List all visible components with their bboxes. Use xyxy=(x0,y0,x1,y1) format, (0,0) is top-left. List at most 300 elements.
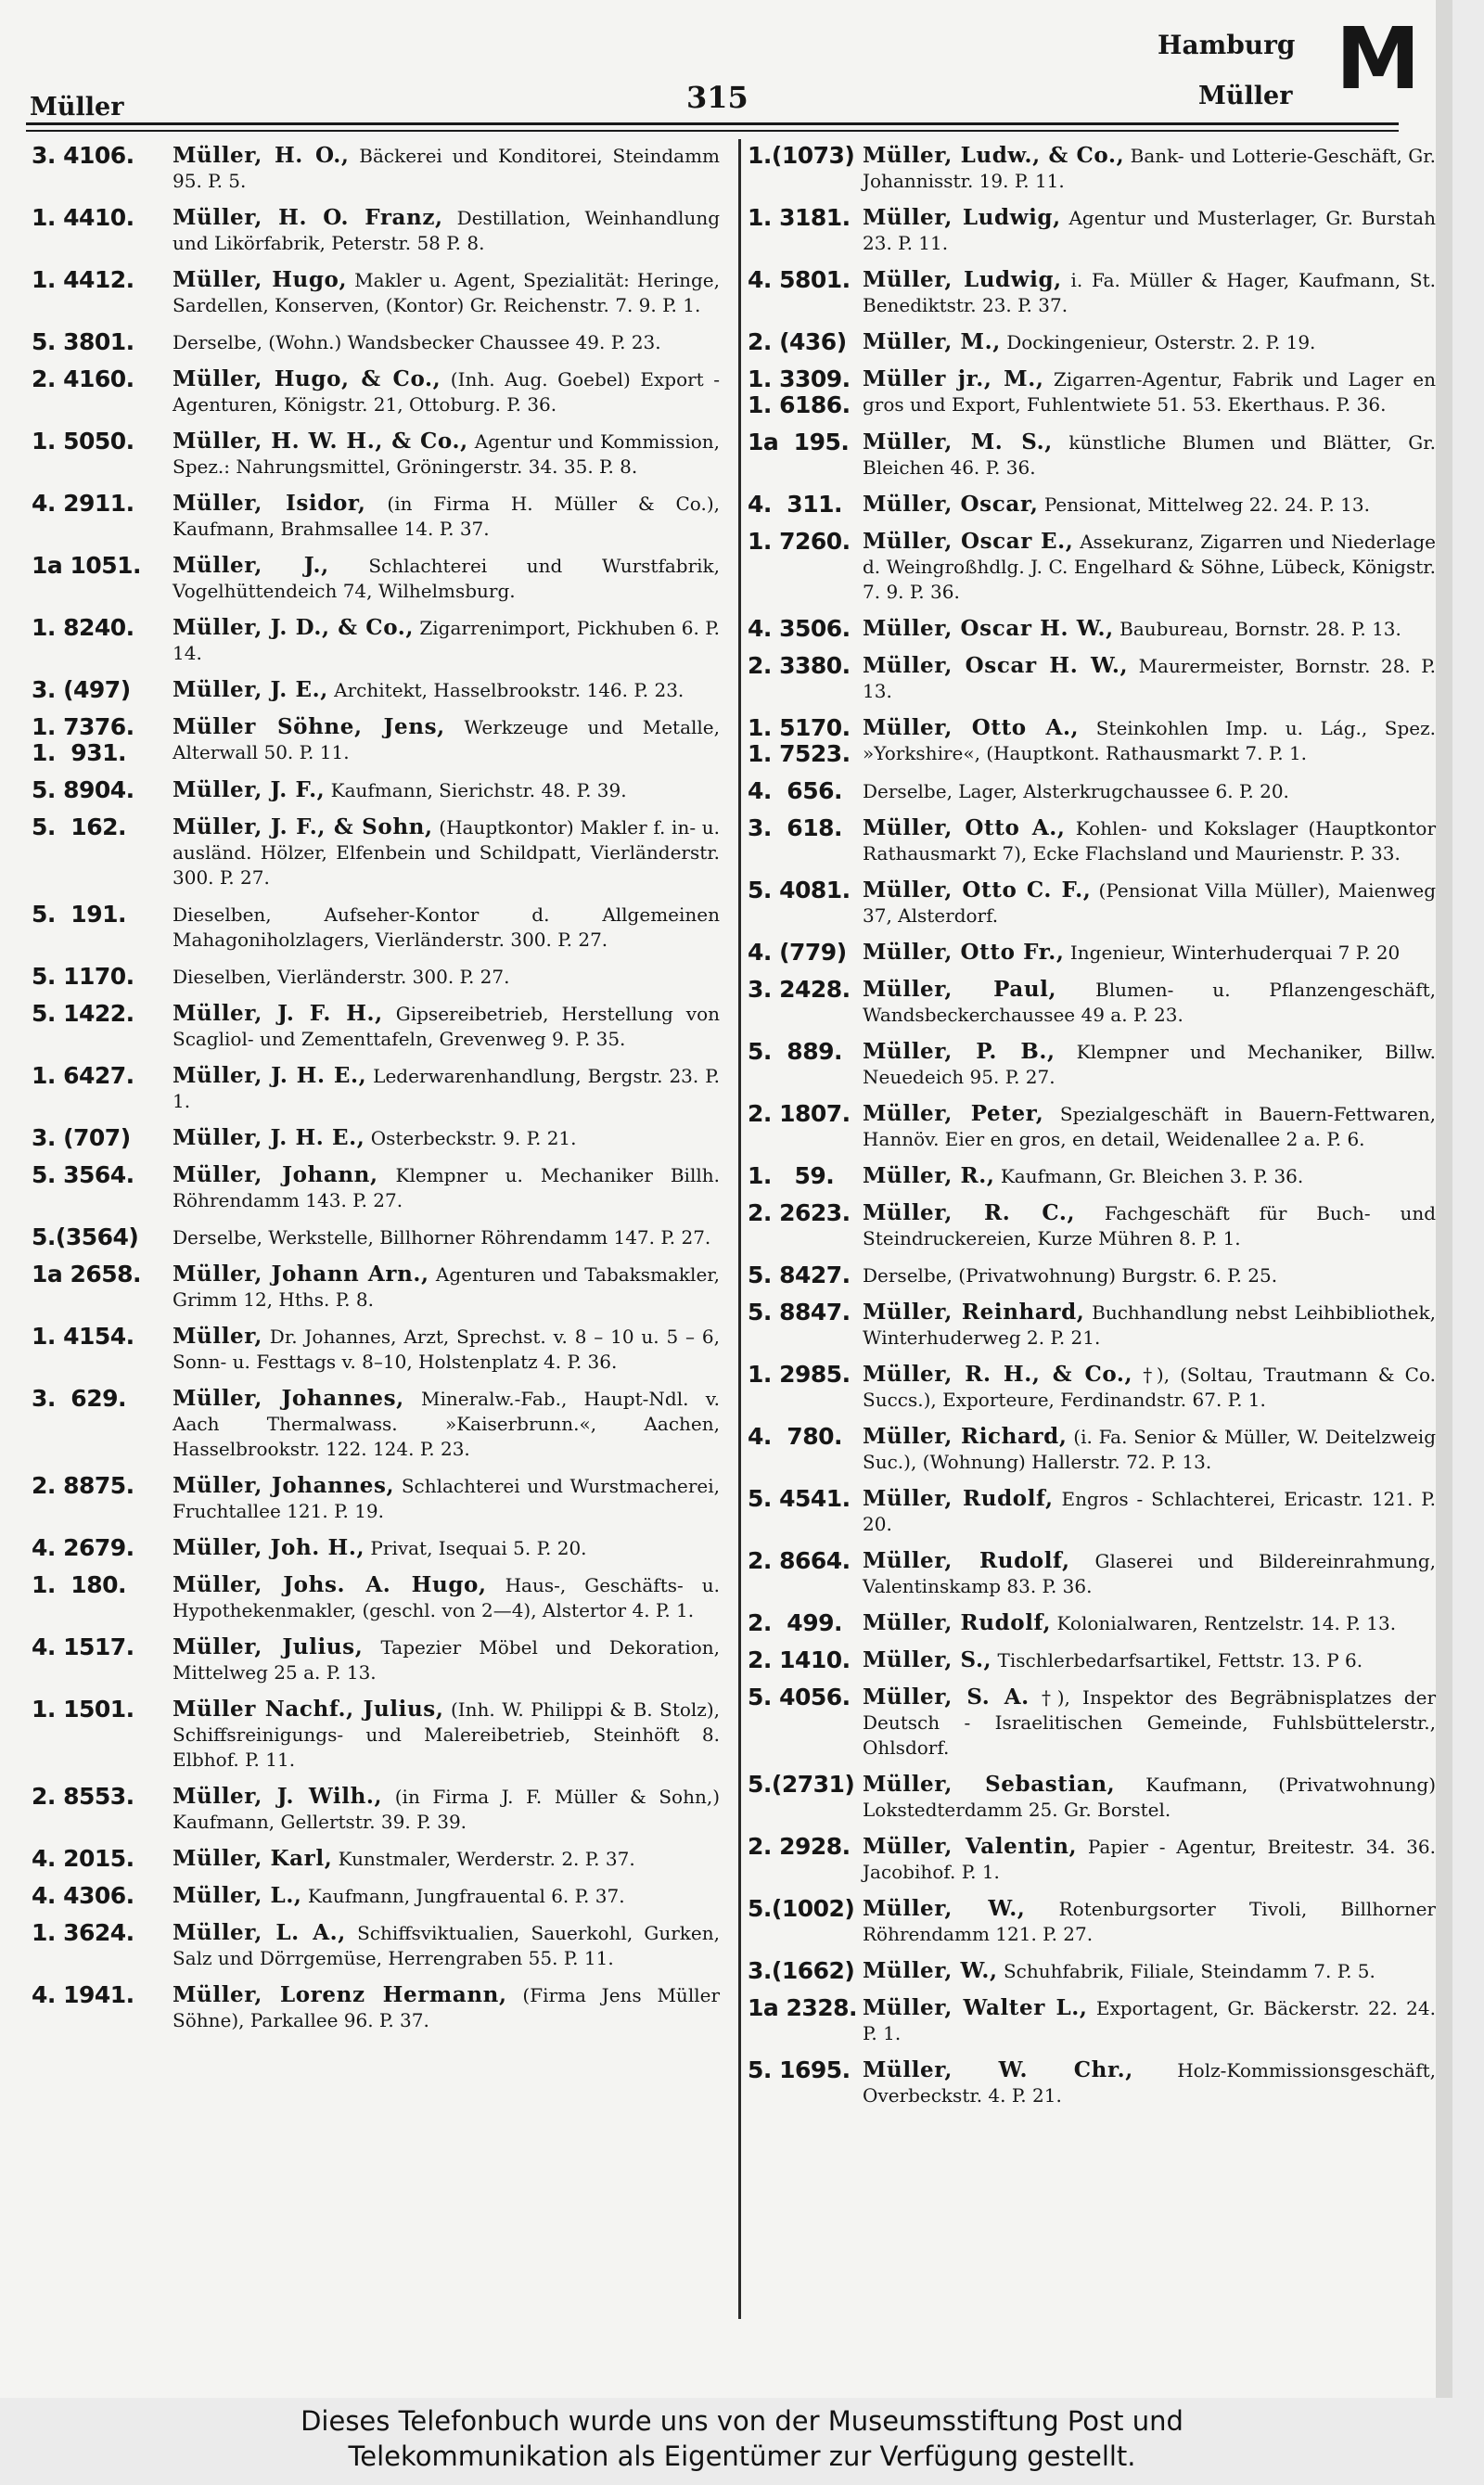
entry-text xyxy=(863,653,1436,704)
entry-text xyxy=(863,1200,1436,1251)
subscriber-details: Klempner und Mechaniker, Billw. Neuedeich 95. P. 27. xyxy=(863,1041,1436,1088)
subscriber-details: Derselbe, (Wohn.) Wandsbecker Chaussee 49. P. 23. xyxy=(173,331,661,353)
directory-entry xyxy=(748,1995,1436,2046)
directory-entry xyxy=(32,777,720,803)
subscriber-details: †), Inspektor des Begräbnisplatzes der Deutsch - Israelitischen Gemeinde, Fuhlsbüttelerstr., Ohlsdorf. xyxy=(863,1686,1437,1759)
entry-text xyxy=(173,1224,720,1250)
subscriber-name: Müller, Otto Fr., xyxy=(863,940,1065,965)
subscriber-details: Kaufmann, Jungfrauental 6. P. 37. xyxy=(307,1885,625,1907)
directory-entry xyxy=(32,429,720,480)
phone-number: 4. 2679. xyxy=(32,1534,134,1561)
entry-text xyxy=(863,1300,1436,1351)
directory-entry xyxy=(32,1063,720,1114)
directory-entry xyxy=(748,143,1436,194)
directory-entry xyxy=(748,1647,1436,1673)
subscriber-details: (in Firma J. F. Müller & Sohn,) Kaufmann, Gellertstr. 39. P. 39. xyxy=(173,1786,721,1833)
subscriber-name: Müller, J. D., & Co., xyxy=(173,615,414,640)
entry-text xyxy=(173,143,720,194)
subscriber-name: Müller, Lorenz Hermann, xyxy=(173,1982,507,2007)
subscriber-name: Müller, Rudolf, xyxy=(863,1486,1054,1511)
archive-footer xyxy=(0,2398,1484,2485)
subscriber-details: Kunstmaler, Werderstr. 2. P. 37. xyxy=(338,1848,635,1870)
directory-entry xyxy=(748,1101,1436,1152)
directory-entry xyxy=(748,877,1436,929)
subscriber-name: Müller, Oscar H. W., xyxy=(863,653,1129,678)
entry-text xyxy=(173,1784,720,1835)
entry-text xyxy=(863,1647,1436,1673)
phone-number: 5. 3564. xyxy=(32,1161,134,1188)
footer-line-1: Dieses Telefonbuch wurde uns von der Museumsstiftung Post und xyxy=(301,2405,1183,2437)
entry-text xyxy=(173,1063,720,1114)
subscriber-details: Schlachterei und Wurstmacherei, Fruchtallee 121. P. 19. xyxy=(173,1475,720,1522)
subscriber-details: Architekt, Hasselbrookstr. 146. P. 23. xyxy=(334,679,684,701)
phone-number: 5.(3564) xyxy=(32,1223,139,1250)
phone-number: 2. 8664. xyxy=(748,1547,851,1574)
subscriber-details: Klempner u. Mechaniker Billh. Röhrendamm 143. P. 27. xyxy=(173,1164,720,1211)
subscriber-name: Müller, R. C., xyxy=(863,1200,1076,1225)
subscriber-name: Müller Nachf., Julius, xyxy=(173,1697,444,1722)
subscriber-details: Makler u. Agent, Spezialität: Heringe, Sardellen, Konserven, (Kontor) Gr. Reichenstr. 7. 9. P. 1. xyxy=(173,269,720,316)
subscriber-details: Kaufmann, (Privatwohnung) Lokstedterdamm 25. Gr. Borstel. xyxy=(863,1774,1436,1821)
subscriber-name: Müller, M., xyxy=(863,329,1001,354)
entry-text xyxy=(173,1846,720,1872)
subscriber-details: Schlachterei und Wurstfabrik, Vogelhüttendeich 74, Wilhelmsburg. xyxy=(173,555,721,602)
directory-entry xyxy=(748,329,1436,355)
phone-number: 1.(1073) xyxy=(748,142,855,169)
directory-entry xyxy=(748,267,1436,318)
entry-text xyxy=(173,205,720,256)
entry-text xyxy=(863,815,1436,866)
subscriber-details: Kohlen- und Kokslager (Hauptkontor Rathausmarkt 7), Ecke Flachsland und Maurienstr. P. 33. xyxy=(863,817,1437,865)
subscriber-name: Müller, W. Chr., xyxy=(863,2057,1133,2082)
phone-number: 1. 6427. xyxy=(32,1062,134,1089)
subscriber-details: Agentur und Kommission, Spez.: Nahrungsmittel, Gröningerstr. 34. 35. P. 8. xyxy=(173,430,720,478)
directory-entry xyxy=(748,977,1436,1028)
subscriber-name: Müller, H. O., xyxy=(173,143,350,168)
directory-entry xyxy=(748,492,1436,518)
directory-entry xyxy=(748,429,1436,480)
phone-number: 1. 3181. xyxy=(748,204,851,231)
subscriber-details: (Firma Jens Müller Söhne), Parkallee 96. P. 37. xyxy=(173,1984,721,2031)
directory-entry xyxy=(32,1572,720,1623)
phone-number: 1. 180. xyxy=(32,1571,126,1598)
entry-text xyxy=(173,1697,720,1773)
phone-number: 4. 2015. xyxy=(32,1845,134,1872)
directory-entry xyxy=(32,1784,720,1835)
directory-entry xyxy=(748,1262,1436,1288)
running-head-right: Müller xyxy=(1198,82,1293,110)
entry-text xyxy=(863,366,1436,417)
subscriber-name: Müller, Joh. H., xyxy=(173,1535,365,1560)
entry-text xyxy=(173,964,720,990)
phone-number: 2. 2623. xyxy=(748,1199,851,1226)
subscriber-details: Osterbeckstr. 9. P. 21. xyxy=(370,1127,577,1149)
subscriber-details: Lederwarenhandlung, Bergstr. 23. P. 1. xyxy=(173,1065,720,1112)
subscriber-details: Agentur und Musterlager, Gr. Burstah 23. P. 11. xyxy=(863,207,1436,254)
phone-number: 4. 2911. xyxy=(32,490,134,517)
subscriber-details: Papier - Agentur, Breitestr. 34. 36. Jacobihof. P. 1. xyxy=(863,1836,1436,1883)
phone-number: 4. 780. xyxy=(748,1423,842,1450)
entry-text xyxy=(863,329,1436,355)
directory-entry xyxy=(32,1162,720,1213)
phone-number: 5. 4541. xyxy=(748,1485,851,1512)
subscriber-name: Müller, L., xyxy=(173,1883,302,1908)
phone-number: 1a 2658. xyxy=(32,1261,142,1287)
directory-entry xyxy=(32,964,720,990)
subscriber-name: Müller, Paul, xyxy=(863,977,1057,1002)
entry-text xyxy=(173,1262,720,1313)
directory-entry xyxy=(32,814,720,890)
entry-text xyxy=(863,1772,1436,1823)
subscriber-details: Dieselben, Aufseher-Kontor d. Allgemeinen Mahagoniholzlagers, Vierländerstr. 300. P. 27. xyxy=(173,903,720,951)
entry-text xyxy=(173,1324,720,1375)
phone-number: 1. 5050. xyxy=(32,428,134,455)
subscriber-details: Pensionat, Mittelweg 22. 24. P. 13. xyxy=(1043,493,1370,516)
phone-number: 4. 5801. xyxy=(748,266,851,293)
phone-number: 2. 4160. xyxy=(32,365,134,392)
directory-entry xyxy=(32,1634,720,1685)
phone-number: 2. 8553. xyxy=(32,1783,134,1810)
phone-number: 4. 656. xyxy=(748,777,842,804)
subscriber-name: Müller, Oscar E., xyxy=(863,529,1074,554)
directory-entry xyxy=(748,2057,1436,2108)
phone-number: 1. 59. xyxy=(748,1162,835,1189)
subscriber-name: Müller, S. A. xyxy=(863,1684,1030,1710)
phone-number: 5. 8904. xyxy=(32,776,134,803)
directory-entry xyxy=(748,715,1436,767)
subscriber-details: (Hauptkontor) Makler f. in- u. ausländ. Hölzer, Elfenbein und Schildpatt, Vierländerstr. 300. P. 27. xyxy=(173,816,720,889)
subscriber-details: Werkzeuge und Metalle, Alterwall 50. P. 11. xyxy=(173,716,720,763)
entry-text xyxy=(863,778,1436,804)
subscriber-name: Müller, W., xyxy=(863,1958,998,1983)
directory-entry xyxy=(32,1697,720,1773)
entry-text xyxy=(173,1473,720,1524)
subscriber-details: Derselbe, Lager, Alsterkrugchaussee 6. P. 20. xyxy=(863,780,1289,802)
subscriber-details: Blumen- u. Pflanzengeschäft, Wandsbeckerchaussee 49 a. P. 23. xyxy=(863,979,1436,1026)
phone-number: 3. 4106. xyxy=(32,142,134,169)
entry-text xyxy=(863,1101,1436,1152)
entry-text xyxy=(173,902,720,953)
entry-text xyxy=(173,615,720,666)
entry-text xyxy=(863,1548,1436,1599)
subscriber-name: Müller, Rudolf, xyxy=(863,1610,1052,1635)
subscriber-name: Müller, Oscar H. W., xyxy=(863,616,1114,641)
directory-entry xyxy=(32,1262,720,1313)
subscriber-name: Müller, Otto C. F., xyxy=(863,877,1092,903)
subscriber-name: Müller, Karl, xyxy=(173,1846,333,1871)
directory-entry xyxy=(748,1486,1436,1537)
directory-entry xyxy=(32,1982,720,2033)
directory-entry xyxy=(748,1163,1436,1189)
directory-entry xyxy=(748,1610,1436,1636)
subscriber-details: Derselbe, Werkstelle, Billhorner Röhrendamm 147. P. 27. xyxy=(173,1226,711,1249)
directory-entry xyxy=(32,1001,720,1052)
directory-entry xyxy=(32,1535,720,1561)
subscriber-details: Zigarren-Agentur, Fabrik und Lager en gros und Export, Fuhlentwiete 51. 53. Ekerthaus. P. 36. xyxy=(863,368,1436,416)
directory-entry xyxy=(748,1896,1436,1947)
directory-entry xyxy=(32,143,720,194)
directory-entry xyxy=(32,1883,720,1909)
phone-number: 1. 4412. xyxy=(32,266,134,293)
phone-number: 2. 3380. xyxy=(748,652,851,679)
phone-number: 5. 1170. xyxy=(32,963,134,990)
subscriber-name: Müller, W., xyxy=(863,1896,1026,1921)
subscriber-details: Maurermeister, Bornstr. 28. P. 13. xyxy=(863,655,1437,702)
phone-number: 1. 4154. xyxy=(32,1323,134,1350)
subscriber-details: (Pensionat Villa Müller), Maienweg 37, Alsterdorf. xyxy=(863,879,1436,927)
entry-text xyxy=(863,1896,1436,1947)
directory-entry xyxy=(32,902,720,953)
subscriber-name: Müller, Hugo, xyxy=(173,267,348,292)
phone-number: 1. 5170. 1. 7523. xyxy=(748,714,851,767)
phone-number: 1a 1051. xyxy=(32,552,142,579)
entry-text xyxy=(863,1958,1436,1984)
entry-text xyxy=(863,616,1436,642)
subscriber-details: (Inh. W. Philippi & B. Stolz), Schiffsreinigungs- und Malereibetrieb, Steinhöft 8. Elbhof. P. 11. xyxy=(173,1698,721,1771)
phone-number: 5.(1002) xyxy=(748,1895,855,1922)
subscriber-name: Müller, H. O. Franz, xyxy=(173,205,443,230)
phone-number: 1. 3624. xyxy=(32,1919,134,1946)
subscriber-name: Müller, J. F. H., xyxy=(173,1001,383,1026)
subscriber-details: i. Fa. Müller & Hager, Kaufmann, St. Benediktstr. 23. P. 37. xyxy=(863,269,1436,316)
section-letter: M xyxy=(1336,9,1421,109)
directory-entry xyxy=(748,366,1436,418)
entry-text xyxy=(863,267,1436,318)
phone-number: 1. 1501. xyxy=(32,1696,134,1723)
subscriber-details: †), (Soltau, Trautmann & Co. Succs.), Exporteure, Ferdinandstr. 67. P. 1. xyxy=(863,1364,1437,1411)
entry-text xyxy=(173,1572,720,1623)
subscriber-details: Ingenieur, Winterhuderquai 7 P. 20 xyxy=(1069,941,1401,964)
phone-number: 3.(1662) xyxy=(748,1957,855,1984)
subscriber-name: Müller, M. S., xyxy=(863,429,1053,455)
directory-entry xyxy=(32,615,720,666)
subscriber-details: Exportagent, Gr. Bäckerstr. 22. 24. P. 1. xyxy=(863,1997,1436,2044)
subscriber-name: Müller, Walter L., xyxy=(863,1995,1088,2020)
subscriber-details: Gipsereibetrieb, Herstellung von Scagliol- und Zementtafeln, Grevenweg 9. P. 35. xyxy=(173,1003,720,1050)
phone-number: 1. 2985. xyxy=(748,1361,851,1388)
phone-number: 1. 7260. xyxy=(748,528,851,555)
subscriber-name: Müller, Otto A., xyxy=(863,715,1080,740)
header-rule-thin xyxy=(26,130,1399,132)
phone-number: 1. 8240. xyxy=(32,614,134,641)
subscriber-details: Zigarrenimport, Pickhuben 6. P. 14. xyxy=(173,617,721,664)
entry-text xyxy=(863,143,1436,194)
subscriber-name: Müller, Reinhard, xyxy=(863,1300,1085,1325)
directory-entry xyxy=(32,267,720,318)
phone-number: 4. 4306. xyxy=(32,1882,134,1909)
subscriber-details: (Inh. Aug. Goebel) Export - Agenturen, Königstr. 21, Ottoburg. P. 36. xyxy=(173,368,720,416)
column-divider xyxy=(738,139,741,2319)
subscriber-details: Fachgeschäft für Buch- und Steindruckereien, Kurze Mühren 8. P. 1. xyxy=(863,1202,1437,1249)
phone-number: 5. 3801. xyxy=(32,328,134,355)
phone-number: 2. 8875. xyxy=(32,1472,134,1499)
phone-number: 5. 1695. xyxy=(748,2056,851,2083)
subscriber-details: Kaufmann, Gr. Bleichen 3. P. 36. xyxy=(1000,1165,1304,1187)
directory-entry xyxy=(748,1039,1436,1090)
subscriber-details: Steinkohlen Imp. u. Lág., Spez. »Yorkshire«, (Hauptkont. Rathausmarkt 7. P. 1. xyxy=(863,717,1437,764)
entry-text xyxy=(863,1610,1436,1636)
subscriber-details: (i. Fa. Senior & Müller, W. Deitelzweig Suc.), (Wohnung) Hallerstr. 72. P. 13. xyxy=(863,1426,1436,1473)
phone-number: 5. 8847. xyxy=(748,1299,851,1326)
subscriber-name: Müller, Peter, xyxy=(863,1101,1044,1126)
entry-text xyxy=(173,1125,720,1151)
subscriber-details: Tapezier Möbel und Dekoration, Mittelweg 25 a. P. 13. xyxy=(173,1636,720,1684)
phone-number: 2. 1410. xyxy=(748,1646,851,1673)
entry-text xyxy=(863,715,1436,766)
entry-text xyxy=(863,205,1436,256)
entry-text xyxy=(173,814,720,890)
entry-text xyxy=(863,940,1436,966)
directory-entry xyxy=(748,653,1436,704)
entry-text xyxy=(863,529,1436,605)
directory-entry xyxy=(32,1125,720,1151)
subscriber-details: Destillation, Weinhandlung und Likörfabrik, Peterstr. 58 P. 8. xyxy=(173,207,721,254)
directory-entry xyxy=(748,1772,1436,1823)
subscriber-details: Spezialgeschäft in Bauern-Fettwaren, Hannöv. Eier en gros, en detail, Weidenallee 2 a. P. 6. xyxy=(863,1103,1436,1150)
directory-entry xyxy=(32,1473,720,1524)
subscriber-details: (in Firma H. Müller & Co.), Kaufmann, Brahmsallee 14. P. 37. xyxy=(173,493,721,540)
phone-number: 5. 8427. xyxy=(748,1262,851,1288)
subscriber-details: Baubureau, Bornstr. 28. P. 13. xyxy=(1119,618,1401,640)
entry-text xyxy=(173,267,720,318)
subscriber-name: Müller, Johann Arn., xyxy=(173,1262,429,1287)
subscriber-details: Schuhfabrik, Filiale, Steindamm 7. P. 5. xyxy=(1003,1960,1375,1982)
directory-entry xyxy=(748,1200,1436,1251)
directory-entry xyxy=(32,205,720,256)
subscriber-name: Müller, Ludwig, xyxy=(863,267,1062,292)
page-number: 315 xyxy=(686,80,748,115)
phone-number: 4. (779) xyxy=(748,939,847,966)
directory-entry xyxy=(32,491,720,542)
subscriber-details: Kaufmann, Sierichstr. 48. P. 39. xyxy=(330,779,627,801)
directory-entry xyxy=(748,1684,1436,1761)
subscriber-name: Müller Söhne, Jens, xyxy=(173,714,445,739)
subscriber-details: künstliche Blumen und Blätter, Gr. Bleichen 46. P. 36. xyxy=(863,431,1436,479)
subscriber-name: Müller, H. W. H., & Co., xyxy=(173,429,468,454)
directory-entry xyxy=(748,616,1436,642)
phone-number: 3. 2428. xyxy=(748,976,851,1003)
subscriber-name: Müller, L. A., xyxy=(173,1920,346,1945)
phone-number: 1. 7376. 1. 931. xyxy=(32,713,134,766)
phone-number: 4. 3506. xyxy=(748,615,851,642)
directory-entry xyxy=(748,778,1436,804)
subscriber-name: Müller, Johs. A. Hugo, xyxy=(173,1572,487,1597)
subscriber-name: Müller, Rudolf, xyxy=(863,1548,1070,1573)
subscriber-name: Müller, J. H. E., xyxy=(173,1063,367,1088)
phone-number: 5.(2731) xyxy=(748,1771,855,1798)
subscriber-name: Müller, Sebastian, xyxy=(863,1772,1116,1797)
subscriber-details: Schiffsviktualien, Sauerkohl, Gurken, Salz und Dörrgemüse, Herrengraben 55. P. 11. xyxy=(173,1922,721,1969)
phone-number: 3. 629. xyxy=(32,1385,126,1412)
subscriber-details: Dr. Johannes, Arzt, Sprechst. v. 8 – 10 u. 5 – 6, Sonn- u. Festtags v. 8–10, Holstenplatz 4. P. 36. xyxy=(173,1326,720,1373)
phone-number: 1a 2328. xyxy=(748,1994,858,2021)
subscriber-details: Assekuranz, Zigarren und Niederlage d. Weingroßhdlg. J. C. Engelhard & Söhne, Lübeck, Königstr. 7. 9. P. 36. xyxy=(863,531,1437,603)
subscriber-details: Buchhandlung nebst Leihbibliothek, Winterhuderweg 2. P. 21. xyxy=(863,1301,1436,1349)
entry-text xyxy=(863,1362,1436,1413)
phone-number: 3. (497) xyxy=(32,676,131,703)
entry-text xyxy=(173,491,720,542)
entry-text xyxy=(863,977,1436,1028)
phone-number: 4. 1941. xyxy=(32,1981,134,2008)
directory-entry xyxy=(32,714,720,766)
subscriber-name: Müller, J. E., xyxy=(173,677,328,702)
subscriber-name: Müller, R., xyxy=(863,1163,995,1188)
entry-text xyxy=(173,1001,720,1052)
subscriber-details: Privat, Isequai 5. P. 20. xyxy=(370,1537,587,1559)
subscriber-details: Bank- und Lotterie-Geschäft, Gr. Johannisstr. 19. P. 11. xyxy=(863,145,1436,192)
directory-entry xyxy=(748,1548,1436,1599)
entry-text xyxy=(173,1162,720,1213)
subscriber-details: Bäckerei und Konditorei, Steindamm 95. P. 5. xyxy=(173,145,720,192)
phone-number: 3. 618. xyxy=(748,814,842,841)
subscriber-name: Müller, J. Wilh., xyxy=(173,1784,383,1809)
entry-text xyxy=(863,1262,1436,1288)
footer-line-2: Telekommunikation als Eigentümer zur Verfügung gestellt. xyxy=(348,2440,1136,2472)
subscriber-name: Müller, Richard, xyxy=(863,1424,1068,1449)
subscriber-name: Müller, J. F., & Sohn, xyxy=(173,814,433,839)
subscriber-details: Mineralw.-Fab., Haupt-Ndl. v. Aach Thermalwass. »Kaiserbrunn.«, Aachen, Hasselbrookstr. 122. 124. P. 23. xyxy=(173,1388,720,1460)
subscriber-name: Müller, J., xyxy=(173,553,329,578)
subscriber-details: Haus-, Geschäfts- u. Hypothekenmakler, (geschl. von 2—4), Alstertor 4. P. 1. xyxy=(173,1574,721,1621)
directory-entry xyxy=(32,1920,720,1971)
subscriber-details: Dieselben, Vierländerstr. 300. P. 27. xyxy=(173,966,510,988)
entry-text xyxy=(173,1535,720,1561)
entry-text xyxy=(863,1163,1436,1189)
entry-text xyxy=(173,777,720,803)
entry-text xyxy=(173,677,720,703)
phone-number: 1a 195. xyxy=(748,429,850,455)
left-column xyxy=(32,143,720,2044)
directory-entry xyxy=(748,815,1436,866)
phone-number: 1. 3309. 1. 6186. xyxy=(748,365,851,418)
entry-text xyxy=(173,366,720,417)
subscriber-details: Glaserei und Bildereinrahmung, Valentinskamp 83. P. 36. xyxy=(863,1550,1436,1597)
entry-text xyxy=(863,1684,1436,1761)
directory-entry xyxy=(32,553,720,604)
phone-number: 5. 1422. xyxy=(32,1000,134,1027)
phone-number: 4. 311. xyxy=(748,491,842,518)
subscriber-name: Müller, Johannes, xyxy=(173,1386,404,1411)
entry-text xyxy=(173,553,720,604)
entry-text xyxy=(863,877,1436,929)
running-head-city: Hamburg xyxy=(1158,30,1296,60)
phone-number: 5. 162. xyxy=(32,813,126,840)
subscriber-details: Rotenburgsorter Tivoli, Billhorner Röhrendamm 121. P. 27. xyxy=(863,1898,1436,1945)
phone-number: 2. 499. xyxy=(748,1609,842,1636)
subscriber-name: Müller, Johannes, xyxy=(173,1473,395,1498)
phone-number: 1. 4410. xyxy=(32,204,134,231)
directory-entry xyxy=(32,366,720,417)
subscriber-name: Müller, P. B., xyxy=(863,1039,1055,1064)
directory-entry xyxy=(748,1958,1436,1984)
subscriber-details: Tischlerbedarfsartikel, Fettstr. 13. P 6. xyxy=(997,1649,1363,1672)
entry-text xyxy=(863,2057,1436,2108)
entry-text xyxy=(173,1883,720,1909)
phone-number: 5. 889. xyxy=(748,1038,842,1065)
subscriber-name: Müller, Johann, xyxy=(173,1162,378,1187)
subscriber-details: Dockingenieur, Osterstr. 2. P. 19. xyxy=(1006,331,1316,353)
entry-text xyxy=(173,329,720,355)
entry-text xyxy=(863,492,1436,518)
subscriber-name: Müller, Hugo, & Co., xyxy=(173,366,441,391)
entry-text xyxy=(173,1386,720,1462)
subscriber-name: Müller, Otto A., xyxy=(863,815,1066,840)
entry-text xyxy=(173,1982,720,2033)
phone-number: 4. 1517. xyxy=(32,1633,134,1660)
right-column xyxy=(748,143,1436,2120)
directory-entry xyxy=(748,1834,1436,1885)
subscriber-name: Müller, J. F., xyxy=(173,777,326,802)
